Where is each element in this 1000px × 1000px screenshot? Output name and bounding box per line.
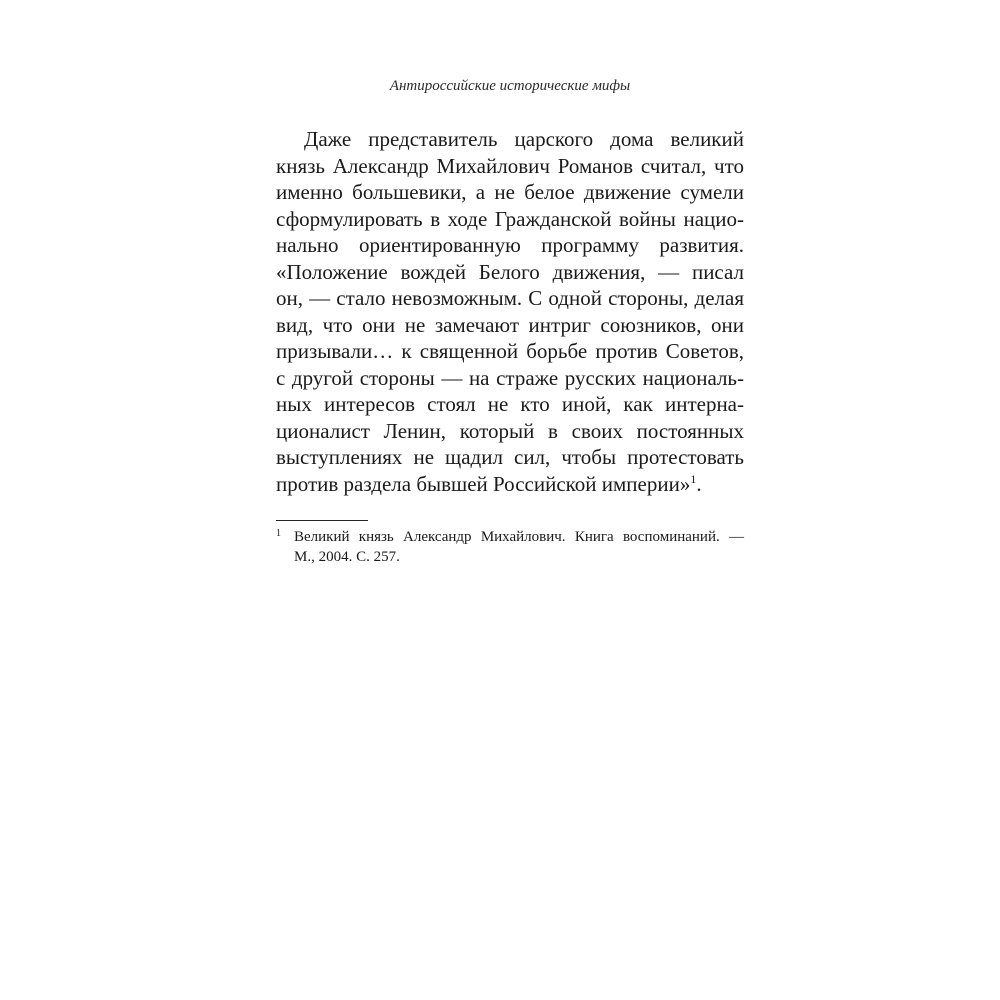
paragraph-line: Даже представитель царского дома великий xyxy=(304,127,744,151)
paragraph-line: он, — стало невозможным. С одной стороны, делая xyxy=(276,286,744,310)
paragraph-line: ных интересов стоял не кто иной, как интерна- xyxy=(276,392,744,416)
footnote xyxy=(276,527,744,567)
paragraph-line-text: против раздела бывшей Российской империи» xyxy=(276,471,691,496)
footnote-line: Великий князь Александр Михайлович. Книга воспоминаний. — xyxy=(294,529,744,545)
footnote-divider xyxy=(276,520,368,521)
paragraph-line: с другой стороны — на страже русских националь- xyxy=(276,365,744,390)
paragraph-line: сформулировать в ходе Гражданской войны нацио- xyxy=(276,206,744,231)
footnote-number: 1 xyxy=(276,528,281,539)
paragraph-line: именно большевики, а не белое движение сумели xyxy=(276,180,744,204)
paragraph-line: выступлениях не щадил сил, чтобы протестовать xyxy=(276,445,744,469)
paragraph-line: призывали… к священной борьбе против Советов, xyxy=(276,339,744,363)
paragraph-last-line xyxy=(276,471,744,498)
main-paragraph xyxy=(276,126,744,497)
paragraph-line: князь Александр Михайлович Романов считал, что xyxy=(276,153,744,178)
paragraph-line: нально ориентированную программу развития. xyxy=(276,233,744,257)
paragraph-line: вид, что они не замечают интриг союзников, они xyxy=(276,312,744,337)
footnote-text xyxy=(276,527,744,567)
footnote-reference[interactable]: 1 xyxy=(690,471,697,486)
running-header: Антироссийские исторические мифы xyxy=(389,78,631,94)
paragraph-line: «Положение вождей Белого движения, — писал xyxy=(276,259,744,284)
footnote-line: М., 2004. С. 257. xyxy=(294,549,400,565)
paragraph-line: ционалист Ленин, который в своих постоянных xyxy=(276,418,744,443)
closing-punctuation: . xyxy=(696,471,702,496)
